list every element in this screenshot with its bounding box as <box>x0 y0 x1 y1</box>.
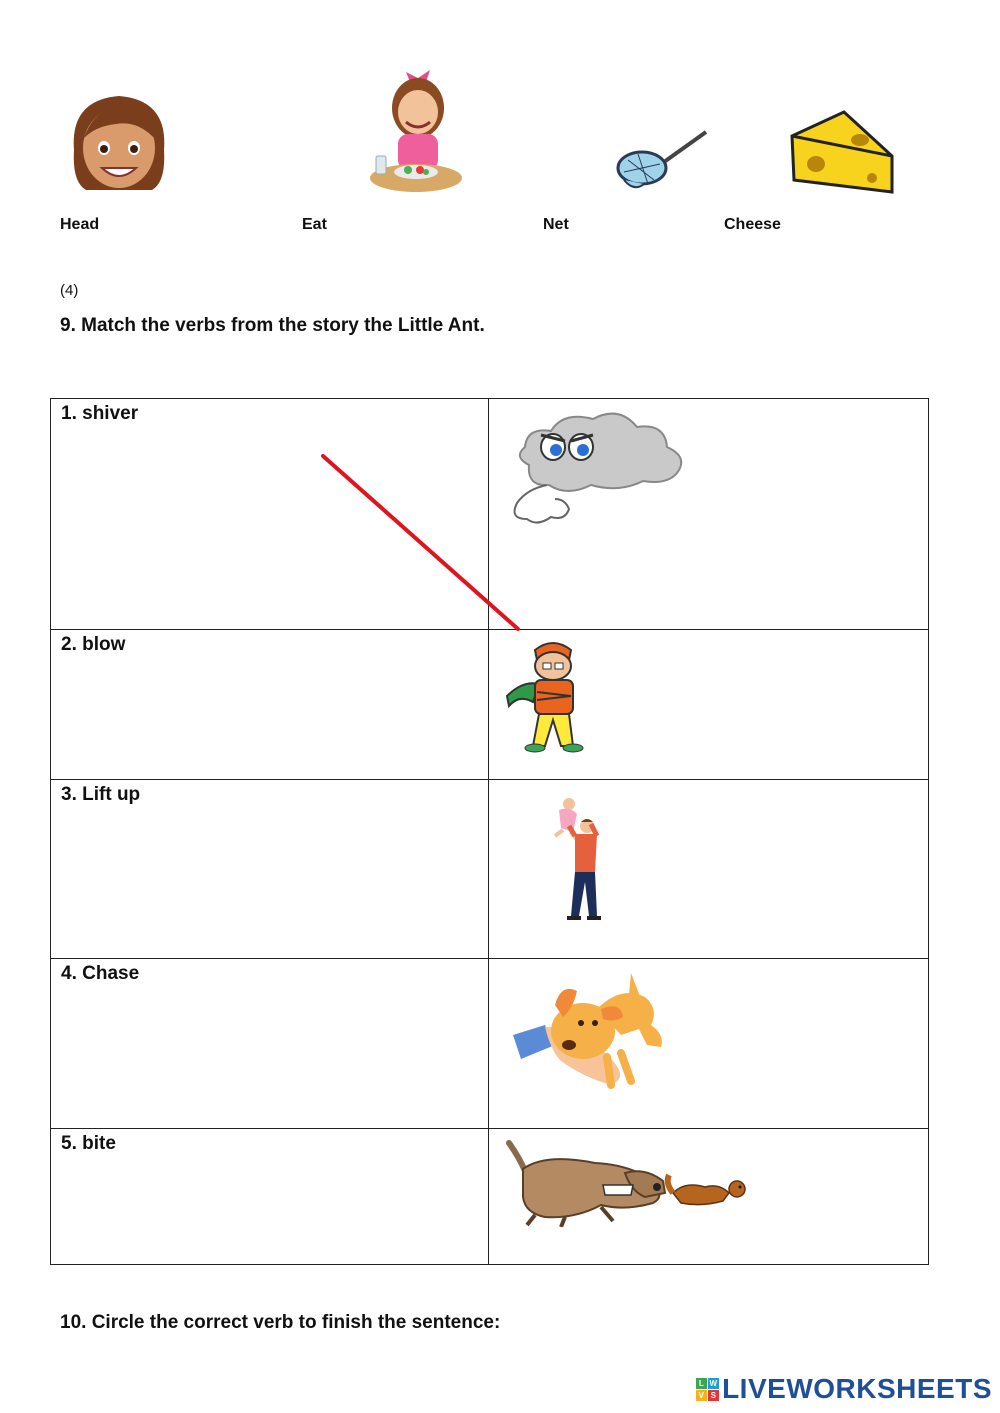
table-row <box>51 630 929 780</box>
marks-label: (4) <box>60 282 79 299</box>
verb-label: 3. Lift up <box>61 784 141 805</box>
butterfly-net-icon <box>614 128 710 198</box>
verb-cell[interactable] <box>51 959 489 1129</box>
logo-icon: L W V S <box>696 1378 719 1401</box>
verb-cell[interactable] <box>51 630 489 780</box>
table-row <box>51 780 929 959</box>
verb-label: 1. shiver <box>61 403 139 424</box>
verb-cell[interactable] <box>51 399 489 630</box>
table-row <box>51 959 929 1129</box>
verb-label: 4. Chase <box>61 963 140 984</box>
picture-label-eat: Eat <box>302 216 327 233</box>
question-10: 10. Circle the correct verb to finish the sentence: <box>60 1312 501 1333</box>
question-9: 9. Match the verbs from the story the Little Ant. <box>60 315 485 336</box>
matching-table <box>50 398 929 1265</box>
brand-name: LIVEWORKSHEETS <box>722 1373 992 1404</box>
dog-chasing-icon <box>511 965 671 1105</box>
picture-label-cheese: Cheese <box>724 216 781 233</box>
dog-chasing-squirrel-icon <box>505 1137 761 1227</box>
verb-label: 2. blow <box>61 634 126 655</box>
picture-label-head: Head <box>60 216 100 233</box>
table-row <box>51 1129 929 1265</box>
verb-cell[interactable] <box>51 1129 489 1265</box>
cheese-icon <box>788 108 898 198</box>
picture-label-net: Net <box>543 216 569 233</box>
picture-cell[interactable] <box>489 780 929 959</box>
picture-cell[interactable] <box>489 959 929 1129</box>
girl-face-icon <box>66 90 172 196</box>
liveworksheets-logo[interactable] <box>696 1373 992 1405</box>
table-row <box>51 399 929 630</box>
picture-cell[interactable] <box>489 630 929 780</box>
shivering-boy-icon <box>503 636 603 756</box>
man-lifting-child-icon <box>547 796 607 924</box>
picture-cell[interactable] <box>489 1129 929 1265</box>
girl-eating-icon <box>366 64 466 198</box>
blowing-cloud-icon <box>507 407 687 529</box>
verb-label: 5. bite <box>61 1133 116 1154</box>
picture-cell[interactable] <box>489 399 929 630</box>
verb-cell[interactable] <box>51 780 489 959</box>
